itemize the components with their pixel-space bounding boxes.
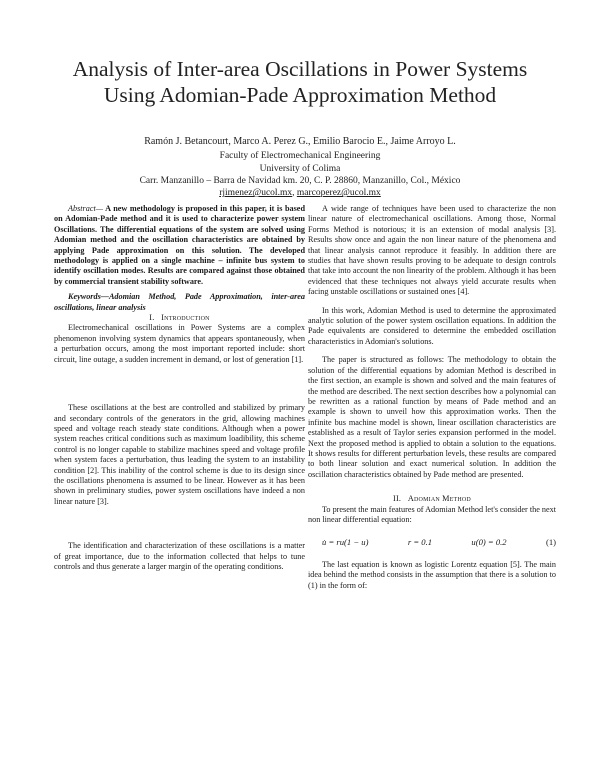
equation-1 (308, 537, 556, 547)
intro-paragraph-3: The identification and characterization of these oscillations is a matter of great importance, due to the information collected that helps to tune controls and thus generate a larger margin of the operating conditions. (54, 541, 305, 571)
section-numeral: II. (393, 494, 402, 504)
section-heading-introduction (54, 313, 305, 323)
keywords: Keywords—Adomian Method, Pade Approximation, inter-area oscillations, linear analysis (54, 292, 305, 312)
adomian-paragraph-1: To present the main features of Adomian Method let's consider the next non linear differential equation: (308, 504, 556, 524)
intro-paragraph-1: Electromechanical oscillations in Power Systems are a complex phenomenon involving system dynamics that appears spontaneously, when a perturbation occurs, among the most important reported include: short circuit, line outage, a sudden increment in demand, or lost of generation [1]. (54, 323, 305, 364)
adomian-paragraph-2: The last equation is known as logistic Lorentz equation [5]. The main idea behind the method consists in the assumption that there is a solution to (1) in the form of: (308, 559, 556, 590)
author-block (60, 136, 540, 199)
equation-parameter: r = 0.1 (407, 537, 433, 548)
title-line-1: Analysis of Inter-area Oscillations in Power Systems (72, 57, 528, 81)
author-emails (60, 187, 540, 199)
email-link-2[interactable]: marcoperez@ucol.mx (296, 188, 381, 199)
equation-number: (1) (545, 537, 556, 548)
intro-paragraph-5: In this work, Adomian Method is used to determine the approximated analytic solution of the power system oscillation equations. In addition the Pade equivalents are considered to determine the embedded oscillation characteristics in Adomian's solutions. (308, 305, 556, 346)
intro-paragraph-6: The paper is structured as follows: The methodology to obtain the solution of the differential equations by adomian Method is described in the first section, an example is shown and solved and the main features of the method are described. The next section describes how a polynomial can be rewritten as a rational function by means of Pade method and an example is shown to unveil how this approximation works. Then the infinite bus machine model is shown, linear oscillation characteristics are established as a result of Taylor series expansion performed in the model. Next the proposed method is applied to obtain a solution to the equations. It shows results for different perturbation levels, these results are compared to both linear solution and exact numerical solution. In addition the oscillation characteristics obtained by Pade method are presented. (308, 355, 556, 479)
abstract-text: A new methodology is proposed in this paper, it is based on Adomian-Pade method and it is used to characterize power system Oscillations. The differential equations of the system are solved using Adomian method and the oscillation characteristics are obtained by applying Pade approximation on this solution. The developed methodology is applied on a single machine – infinite bus system to identify oscillation modes. Results are compared against those obtained by commercial transient stability software. (54, 204, 305, 286)
title-line-2: Using Adomian-Pade Approximation Method (103, 83, 497, 107)
intro-paragraph-4: A wide range of techniques have been used to characterize the non linear nature of electromechanical oscillations. Among those, Normal Forms Method is notorious; it is an extension of modal analysis [3]. Results show once and again the non linear nature of the phenomena and that linear analysis cannot reproduce it feasibly. In addition there are studies that have shown results proving to be adequate to design controls that take into account the non linearity of the problem. Although it has been evidenced that these techniques not always yield accurate results when facing unstable oscillations or sustained ones [4]. (308, 204, 556, 297)
left-column (54, 204, 305, 572)
email-separator: , (292, 188, 297, 199)
section-heading-adomian (308, 494, 556, 504)
section-numeral: I. (149, 313, 155, 323)
section-title: Introduction (161, 313, 210, 323)
paper-title (30, 56, 570, 108)
abstract (54, 204, 305, 287)
email-link-1[interactable]: rjimenez@ucol.mx (219, 188, 293, 199)
equation-lhs: u̇ = ru(1 − u) (322, 537, 369, 548)
equation-initial-condition: u(0) = 0.2 (471, 537, 507, 548)
author-address: Carr. Manzanillo – Barra de Navidad km. 20, C. P. 28860, Manzanillo, Col., México (139, 175, 461, 186)
author-university: University of Colima (259, 163, 341, 174)
section-title: Adomian Method (407, 494, 471, 504)
author-names: Ramón J. Betancourt, Marco A. Perez G., Emilio Barocio E., Jaime Arroyo L. (144, 136, 456, 147)
right-column (308, 204, 556, 591)
intro-paragraph-2: These oscillations at the best are controlled and stabilized by primary and secondary controls of the generators in the grid, allowing machines speed and voltage reach steady state conditions. Although when a power system reaches critical conditions such as maximum loadibility, this scheme control is no longer capable to stabilize machines speed and voltage profile when system faces a perturbation, thus leading the system to an instability condition [2]. This inability of the control scheme is due to its design since the oscillations phenomena is assumed to be linear. However as it has been shown in preliminary studies, power system oscillations have indeed a non linear nature [3]. (54, 403, 305, 506)
abstract-lead: Abstract— (68, 204, 104, 213)
author-faculty: Faculty of Electromechanical Engineering (219, 151, 381, 162)
